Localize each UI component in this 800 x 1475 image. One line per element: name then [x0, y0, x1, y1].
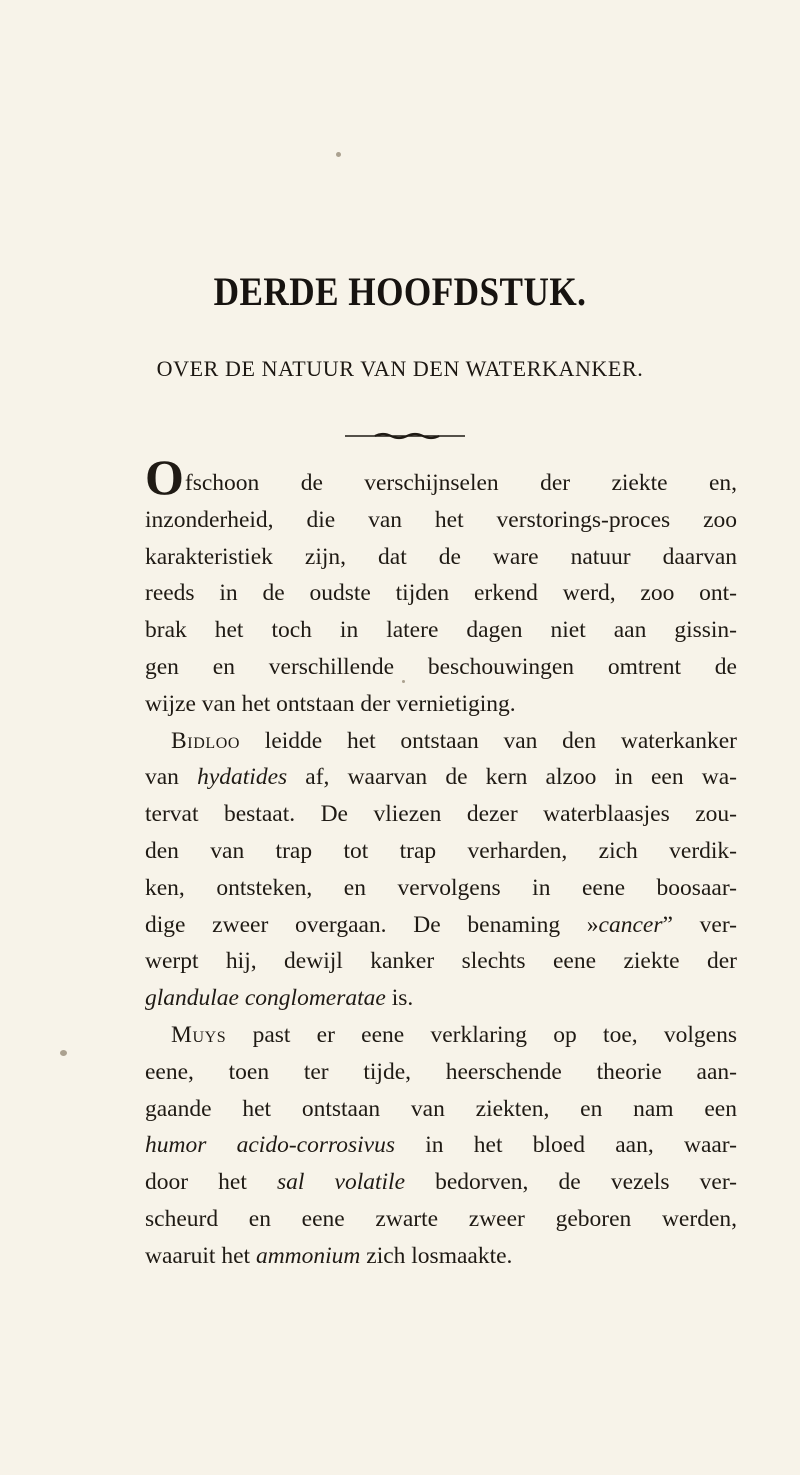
italic-term: ammonium: [255, 1242, 361, 1269]
text-line: [145, 1127, 737, 1164]
text-line: tervat bestaat. De vliezen dezer waterblaasjes zou-: [145, 801, 737, 828]
chapter-title: DERDE HOOFDSTUK.: [213, 269, 587, 314]
text-line: [145, 907, 737, 944]
line-text: leidde het ontstaan van den waterkanker: [240, 727, 737, 754]
author-name: Muys: [171, 1021, 227, 1048]
text-line: scheurd en eene zwarte zweer geboren werden,: [145, 1205, 737, 1232]
line-text: fschoon de verschijnselen der ziekte en,: [184, 470, 737, 496]
italic-term: hydatides: [197, 764, 288, 791]
text-line: brak het toch in latere dagen niet aan gissin-: [145, 617, 737, 644]
line-text: bedorven, de vezels ver-: [405, 1169, 737, 1196]
text-line: [145, 1017, 737, 1054]
author-name: Bidloo: [171, 727, 241, 754]
italic-term: cancer: [598, 911, 663, 938]
text-line: gaande het ontstaan van ziekten, en nam een: [145, 1095, 737, 1122]
italic-term: glandulae conglomeratae: [145, 985, 386, 1012]
text-line: reeds in de oudste tijden erkend werd, zoo ont-: [145, 580, 737, 607]
chapter-subtitle: OVER DE NATUUR VAN DEN WATERKANKER.: [156, 356, 644, 381]
ornament-rule: [345, 432, 465, 440]
line-text: van: [145, 764, 198, 791]
text-line: ken, ontsteken, en vervolgens in eene boosaar-: [145, 874, 737, 901]
text-line: den van trap tot trap verharden, zich verdik-: [145, 837, 737, 864]
line-text: ” ver-: [662, 911, 737, 938]
text-line: [145, 759, 737, 796]
text-line: [145, 980, 737, 1017]
text-line: [145, 723, 737, 760]
text-line: [145, 1164, 737, 1201]
text-line: [145, 449, 737, 505]
text-line: [145, 1238, 737, 1275]
body-text: [145, 449, 737, 1275]
text-line: gen en verschillende beschouwingen omtrent de: [145, 653, 737, 680]
line-text: door het: [145, 1169, 277, 1196]
line-text: dige zweer overgaan. De benaming »: [145, 911, 599, 938]
line-text: zich losmaakte.: [360, 1242, 513, 1269]
line-text: in het bloed aan, waar-: [395, 1132, 737, 1159]
drop-cap: O: [145, 449, 184, 505]
line-text: past er eene verklaring op toe, volgens: [226, 1021, 737, 1048]
line-text: af, waarvan de kern alzoo in een wa-: [287, 764, 737, 791]
text-line: inzonderheid, die van het verstorings-proces zoo: [145, 506, 737, 533]
italic-term: humor acido-corrosivus: [145, 1132, 396, 1159]
text-line: werpt hij, dewijl kanker slechts eene ziekte der: [145, 948, 737, 975]
text-line: wijze van het ontstaan der vernietiging.: [145, 690, 516, 717]
text-line: eene, toen ter tijde, heerschende theorie aan-: [145, 1058, 737, 1085]
paper-speck: [336, 152, 341, 157]
line-text: is.: [385, 985, 414, 1012]
text-line: karakteristiek zijn, dat de ware natuur daarvan: [145, 543, 737, 570]
italic-term: sal volatile: [277, 1169, 406, 1196]
line-text: waaruit het: [145, 1242, 256, 1269]
paper-speck: [60, 1050, 67, 1056]
